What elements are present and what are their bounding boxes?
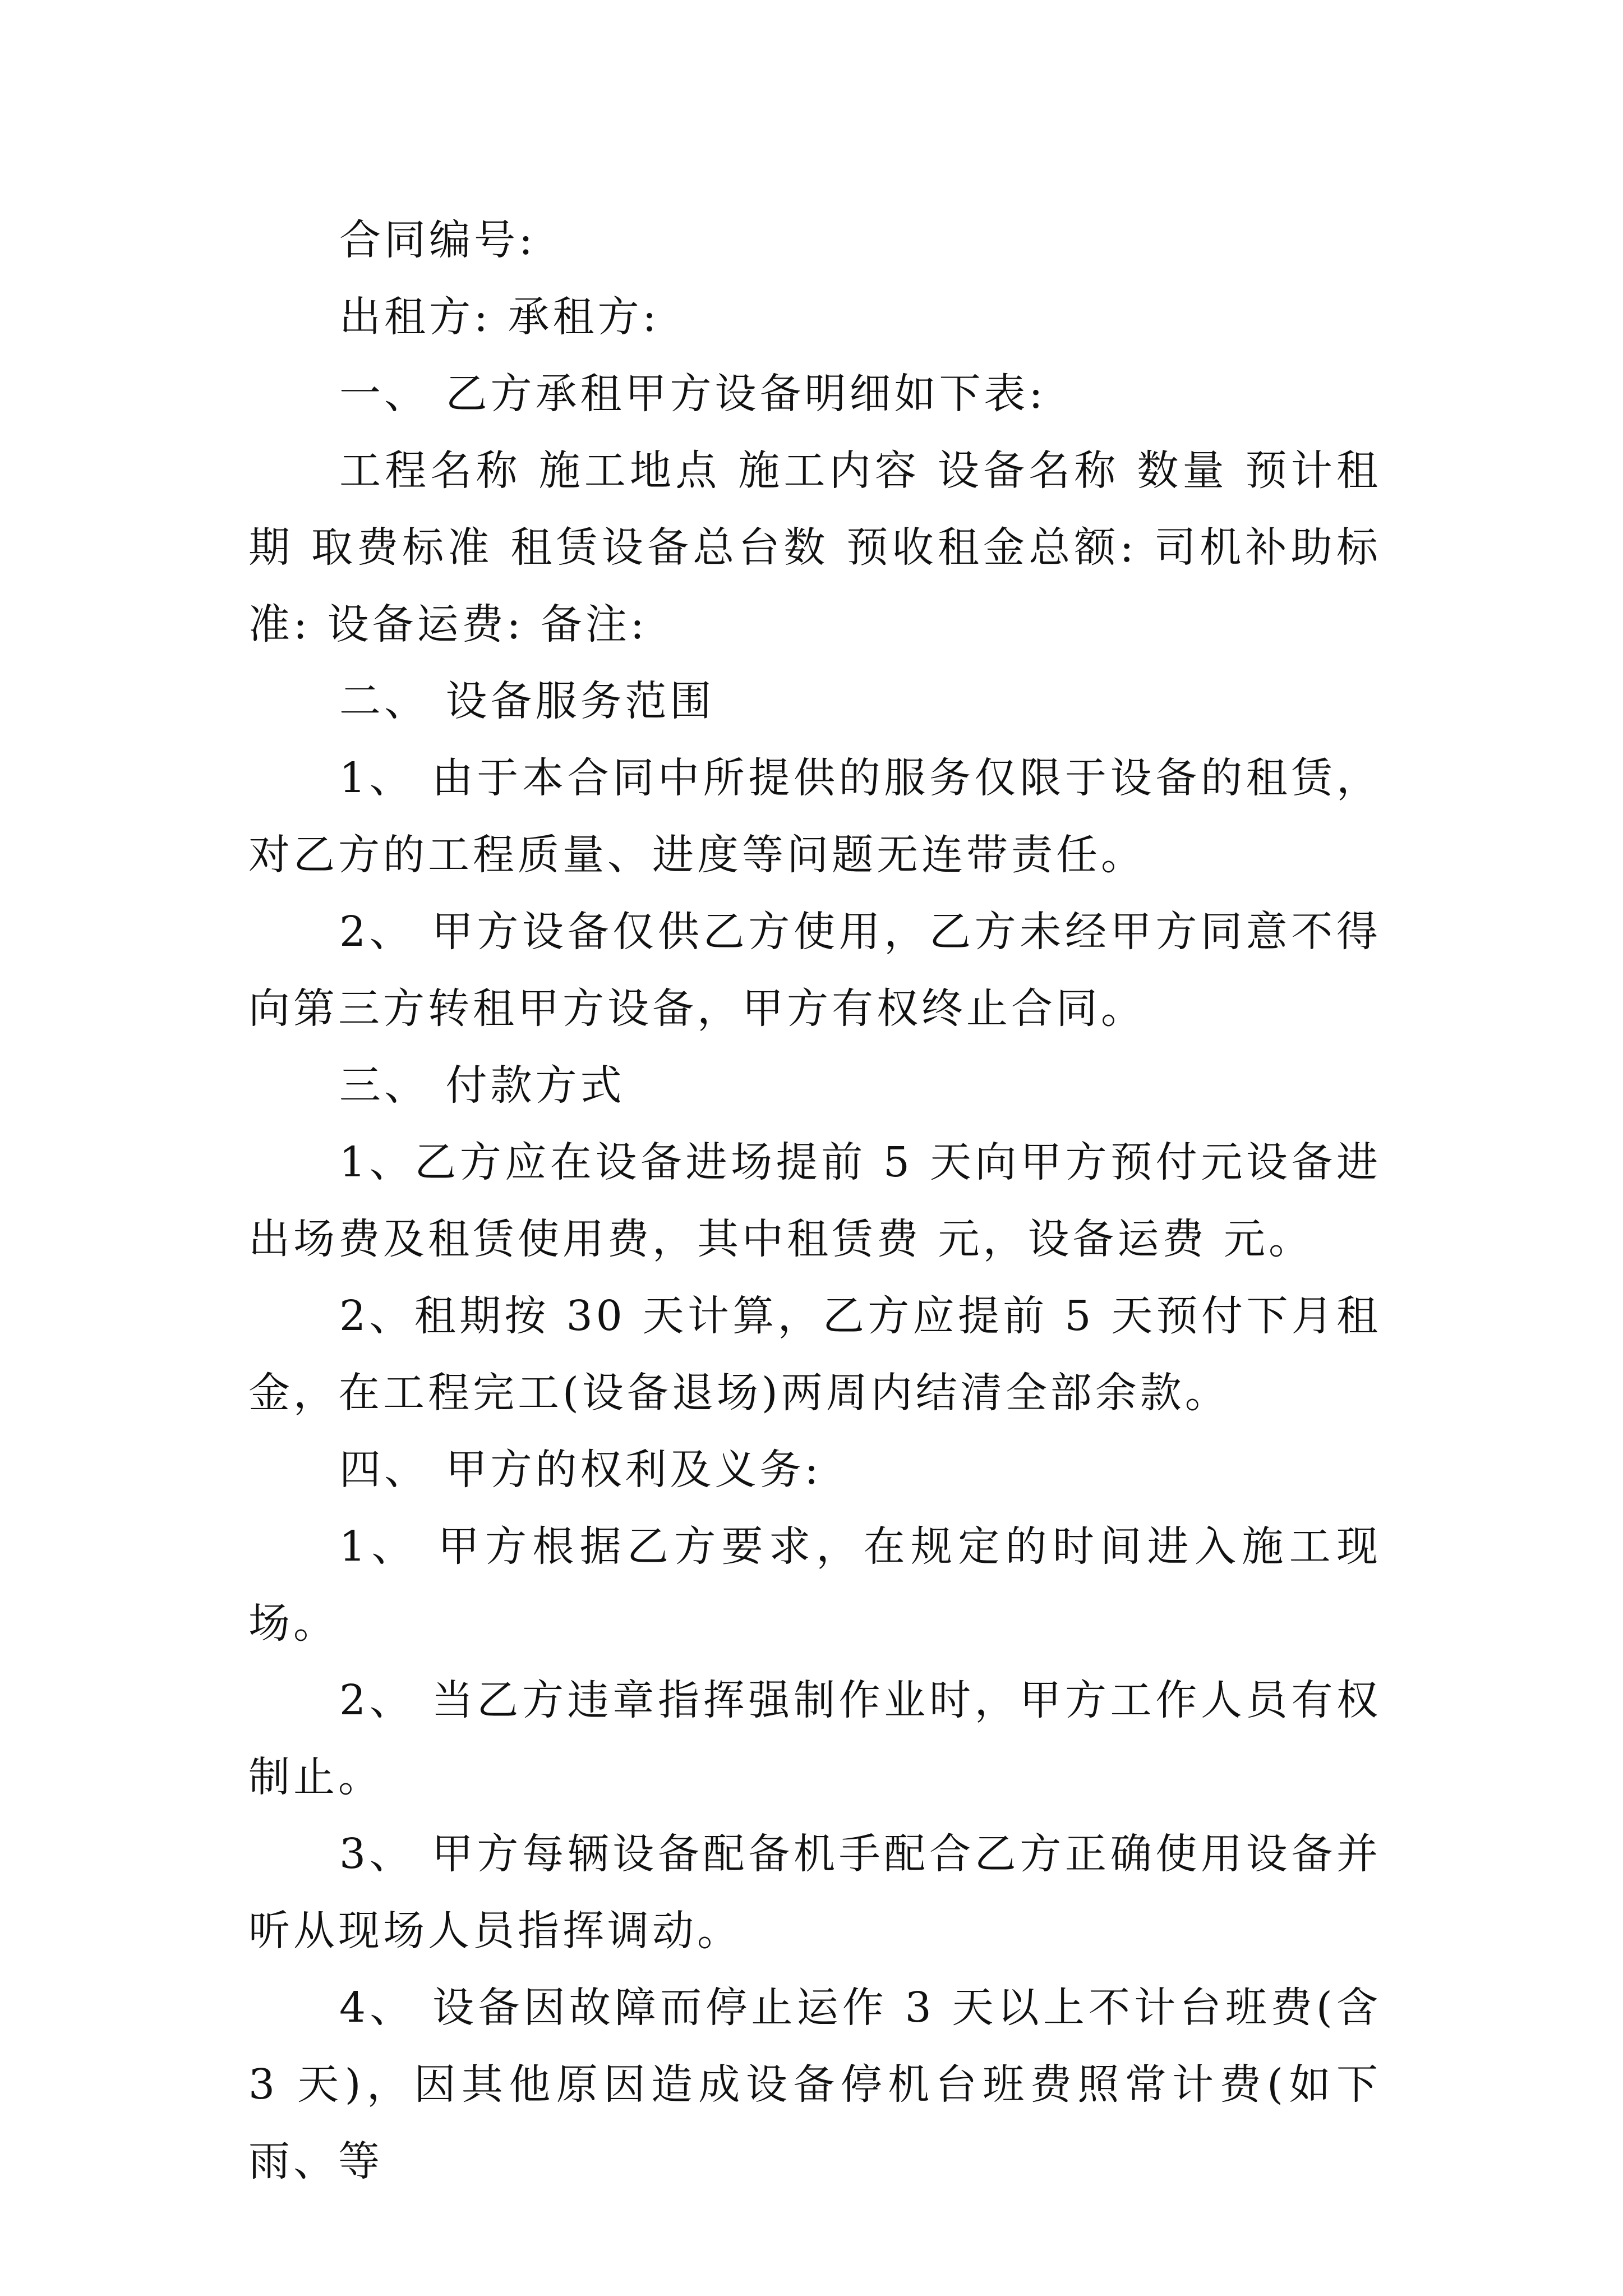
equipment-detail-fields: 工程名称 施工地点 施工内容 设备名称 数量 预计租期 取费标准 租赁设备总台数 预收租金总额: 司机补助标准: 设备运费: 备注: bbox=[248, 447, 1381, 648]
contract-body bbox=[248, 202, 1381, 2200]
section-heading-3: 三、 付款方式 bbox=[339, 1061, 625, 1110]
section-heading-2: 二、 设备服务范围 bbox=[339, 677, 715, 725]
section-heading-1: 一、 乙方承租甲方设备明细如下表: bbox=[339, 370, 1046, 418]
service-scope-item-2: 2、 甲方设备仅供乙方使用，乙方未经甲方同意不得向第三方转租甲方设备，甲方有权终止合同。 bbox=[248, 908, 1381, 1033]
obligation-item-4: 4、 设备因故障而停止运作 3 天以上不计台班费(含 3 天)，因其他原因造成设备停机台班费照常计费(如下雨、等 bbox=[248, 1984, 1381, 2185]
contract-number-line: 合同编号: bbox=[339, 216, 536, 264]
section-heading-4: 四、 甲方的权利及义务: bbox=[339, 1446, 822, 1494]
obligation-item-1: 1、 甲方根据乙方要求，在规定的时间进入施工现场。 bbox=[248, 1522, 1381, 1648]
obligation-item-3: 3、 甲方每辆设备配备机手配合乙方正确使用设备并听从现场人员指挥调动。 bbox=[248, 1830, 1381, 1955]
parties-line: 出租方: 承租方: bbox=[339, 293, 660, 341]
obligation-item-2: 2、 当乙方违章指挥强制作业时，甲方工作人员有权制止。 bbox=[248, 1676, 1381, 1801]
payment-item-1: 1、乙方应在设备进场提前 5 天向甲方预付元设备进出场费及租赁使用费，其中租赁费 元，设备运费 元。 bbox=[248, 1138, 1381, 1263]
service-scope-item-1: 1、 由于本合同中所提供的服务仅限于设备的租赁，对乙方的工程质量、进度等问题无连带责任。 bbox=[248, 754, 1381, 879]
payment-item-2: 2、租期按 30 天计算，乙方应提前 5 天预付下月租金，在工程完工(设备退场)两周内结清全部余款。 bbox=[248, 1292, 1381, 1417]
